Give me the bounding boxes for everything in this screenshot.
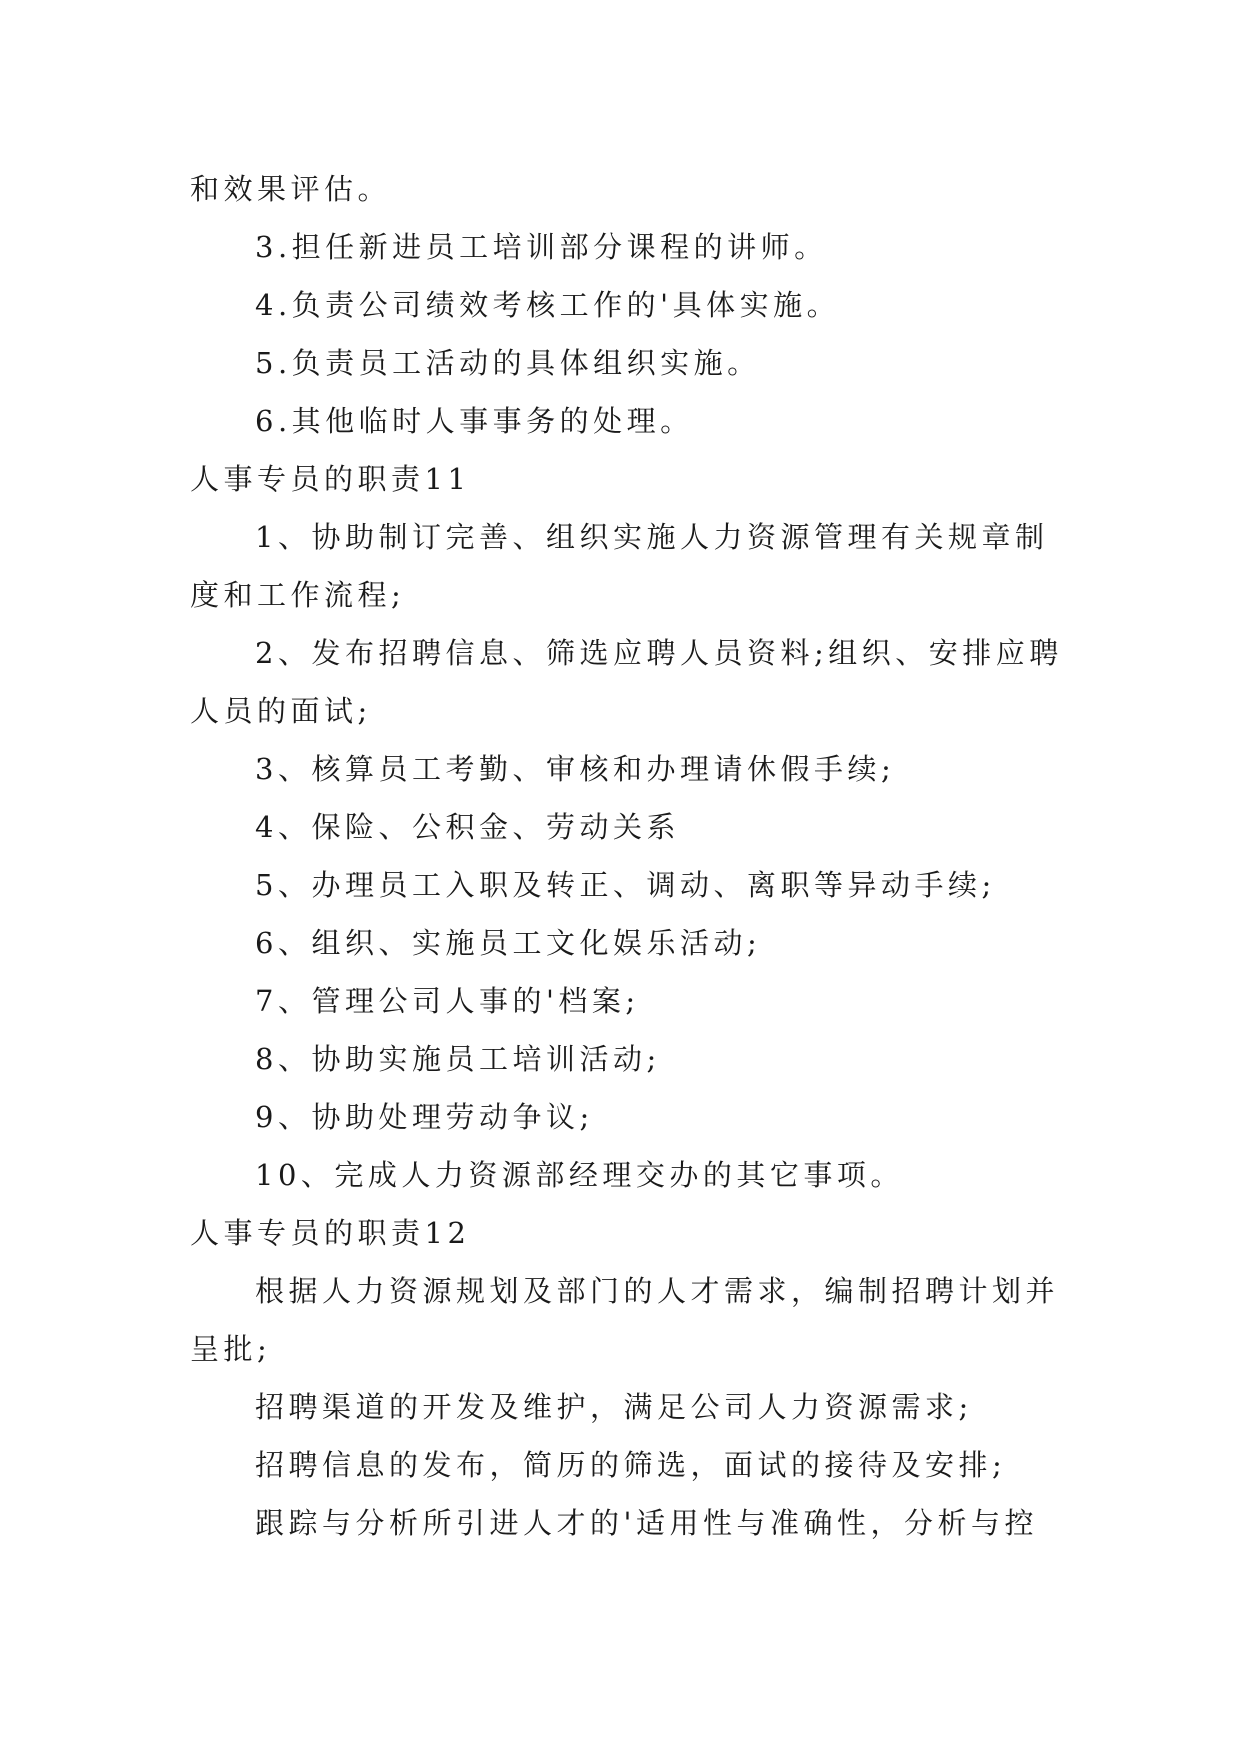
list-item: 1、协助制订完善、组织实施人力资源管理有关规章制 bbox=[255, 520, 1049, 554]
list-item: 3.担任新进员工培训部分课程的讲师。 bbox=[255, 230, 828, 264]
list-item: 4.负责公司绩效考核工作的'具体实施。 bbox=[255, 288, 841, 322]
section-heading: 人事专员的职责12 bbox=[190, 1216, 471, 1250]
section-heading: 人事专员的职责11 bbox=[190, 462, 471, 496]
list-item: 5、办理员工入职及转正、调动、离职等异动手续; bbox=[255, 868, 996, 902]
paragraph-line: 招聘渠道的开发及维护，满足公司人力资源需求; bbox=[255, 1390, 973, 1424]
document-body bbox=[190, 160, 1063, 1552]
list-item: 2、发布招聘信息、筛选应聘人员资料;组织、安排应聘 bbox=[255, 636, 1063, 670]
list-item: 3、核算员工考勤、审核和办理请休假手续; bbox=[255, 752, 896, 786]
text-line: 呈批; bbox=[190, 1332, 272, 1366]
list-item: 7、管理公司人事的'档案; bbox=[255, 984, 640, 1018]
list-item: 10、完成人力资源部经理交办的其它事项。 bbox=[255, 1158, 904, 1192]
text-line: 和效果评估。 bbox=[190, 172, 392, 206]
paragraph-line: 招聘信息的发布，简历的筛选，面试的接待及安排; bbox=[255, 1448, 1007, 1482]
list-item: 5.负责员工活动的具体组织实施。 bbox=[255, 346, 761, 380]
list-item: 9、协助处理劳动争议; bbox=[255, 1100, 594, 1134]
list-item: 6.其他临时人事事务的处理。 bbox=[255, 404, 694, 438]
list-item: 6、组织、实施员工文化娱乐活动; bbox=[255, 926, 762, 960]
text-line: 度和工作流程; bbox=[190, 578, 406, 612]
list-item: 8、协助实施员工培训活动; bbox=[255, 1042, 661, 1076]
paragraph-line: 根据人力资源规划及部门的人才需求，编制招聘计划并 bbox=[255, 1274, 1060, 1308]
text-line: 人员的面试; bbox=[190, 694, 372, 728]
paragraph-line: 跟踪与分析所引进人才的'适用性与准确性，分析与控 bbox=[255, 1506, 1038, 1540]
list-item: 4、保险、公积金、劳动关系 bbox=[255, 810, 680, 844]
